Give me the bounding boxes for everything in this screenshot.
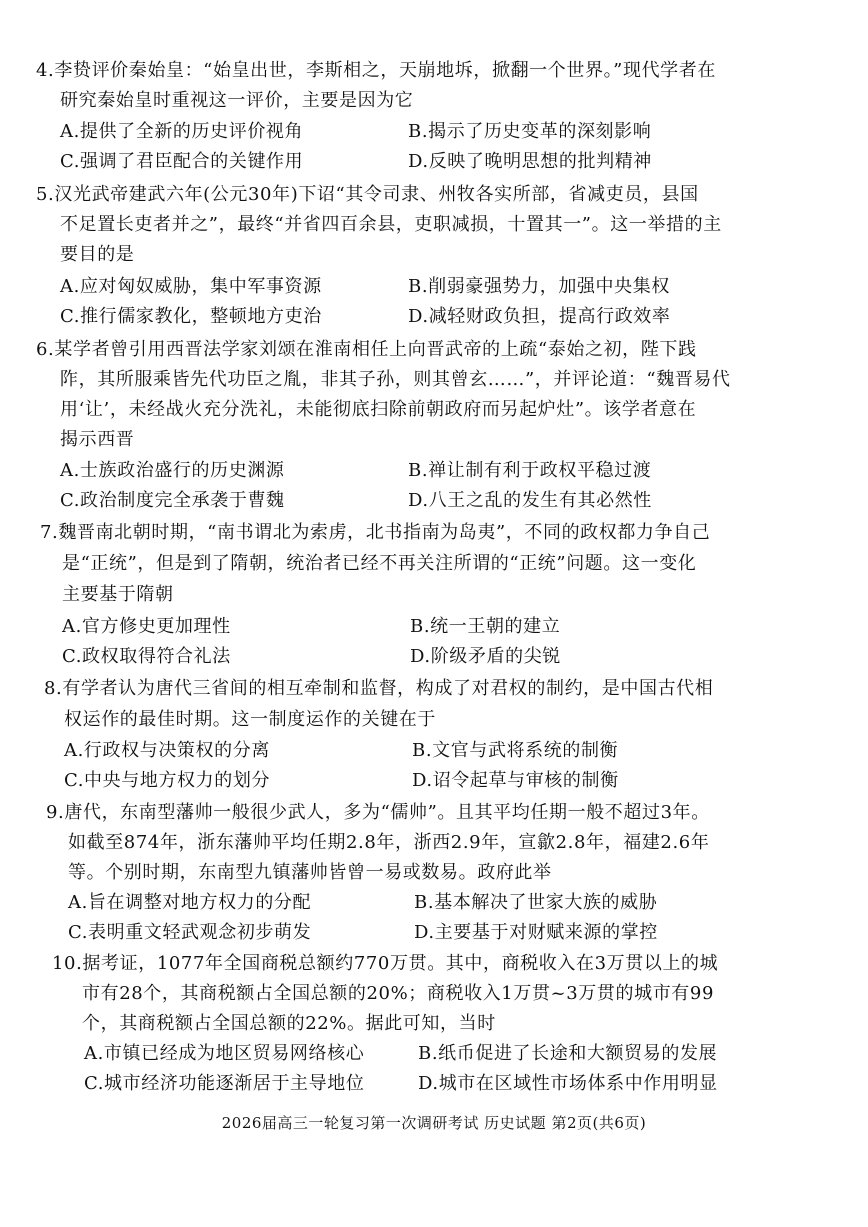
question-stem-line: 要目的是 — [60, 244, 135, 265]
question-stem-line: 5.汉光武帝建武六年(公元30年)下诏“其令司隶、州牧各实所部，省减吏员，县国 — [36, 184, 699, 205]
option-a[interactable]: A.应对匈奴威胁，集中军事资源 — [60, 276, 322, 297]
question-stem-line: 用‘让’，未经战火充分洗礼，未能彻底扫除前朝政府而另起炉灶”。该学者意在 — [60, 399, 697, 420]
question-stem-line: 7.魏晋南北朝时期，“南书谓北为索虏，北书指南为岛夷”，不同的政权都力争自己 — [40, 522, 711, 543]
option-d[interactable]: D.诏令起草与审核的制衡 — [412, 770, 619, 791]
option-a[interactable]: A.士族政治盛行的历史渊源 — [60, 460, 285, 481]
question-stem-line: 权运作的最佳时期。这一制度运作的关键在于 — [64, 709, 436, 730]
question-stem-line: 不足置长吏者并之”，最终“并省四百余县，吏职减损，十置其一”。这一举措的主 — [60, 214, 722, 235]
question-stem-line: 个，其商税额占全国总额的22%。据此可知，当时 — [82, 1013, 496, 1034]
option-c[interactable]: C.强调了君臣配合的关键作用 — [60, 151, 304, 172]
option-d[interactable]: D.城市在区域性市场体系中作用明显 — [418, 1073, 718, 1094]
option-a[interactable]: A.提供了全新的历史评价视角 — [60, 121, 304, 142]
question-stem-line: 主要基于隋朝 — [62, 584, 174, 605]
question-stem-line: 6.某学者曾引用西晋法学家刘颂在淮南相任上向晋武帝的上疏“泰始之初，陛下践 — [36, 339, 697, 360]
option-c[interactable]: C.中央与地方权力的划分 — [64, 770, 271, 791]
option-d[interactable]: D.阶级矛盾的尖锐 — [410, 646, 561, 667]
question-stem-line: 4.李贽评价秦始皇：“始皇出世，李斯相之，天崩地坼，掀翻一个世界。”现代学者在 — [36, 60, 716, 81]
page-footer: 2026届高三一轮复习第一次调研考试 历史试题 第2页(共6页) — [221, 1114, 647, 1132]
question-stem-line: 8.有学者认为唐代三省间的相互牵制和监督，构成了对君权的制约，是中国古代相 — [44, 678, 714, 699]
question-stem-line: 10.据考证，1077年全国商税总额约770万贯。其中，商税收入在3万贯以上的城 — [52, 953, 719, 974]
option-a[interactable]: A.行政权与决策权的分离 — [64, 740, 270, 761]
option-a[interactable]: A.旨在调整对地方权力的分配 — [68, 892, 312, 913]
option-b[interactable]: B.纸币促进了长途和大额贸易的发展 — [418, 1043, 718, 1064]
question-stem-line: 阼，其所服乘皆先代功臣之胤，非其子孙，则其曾玄……”，并评论道：“魏晋易代 — [60, 369, 731, 390]
option-c[interactable]: C.政权取得符合礼法 — [62, 646, 231, 667]
option-d[interactable]: D.反映了晚明思想的批判精神 — [408, 151, 652, 172]
option-b[interactable]: B.禅让制有利于政权平稳过渡 — [408, 460, 652, 481]
option-b[interactable]: B.基本解决了世家大族的威胁 — [414, 892, 658, 913]
option-b[interactable]: B.削弱豪强势力，加强中央集权 — [408, 276, 670, 297]
option-d[interactable]: D.减轻财政负担，提高行政效率 — [408, 306, 671, 327]
question-stem-line: 市有28个，其商税额占全国总额的20%；商税收入1万贯~3万贯的城市有99 — [82, 983, 714, 1004]
question-stem-line: 是“正统”，但是到了隋朝，统治者已经不再关注所谓的“正统”问题。这一变化 — [62, 553, 697, 574]
option-b[interactable]: B.文官与武将系统的制衡 — [412, 740, 619, 761]
question-stem-line: 等。个别时期，东南型九镇藩帅皆曾一易或数易。政府此举 — [68, 862, 552, 883]
question-stem-line: 9.唐代，东南型藩帅一般很少武人，多为“儒帅”。且其平均任期一般不超过3年。 — [46, 802, 710, 823]
option-d[interactable]: D.八王之乱的发生有其必然性 — [408, 490, 652, 511]
option-c[interactable]: C.城市经济功能逐渐居于主导地位 — [84, 1073, 365, 1094]
option-b[interactable]: B.统一王朝的建立 — [410, 616, 561, 637]
option-b[interactable]: B.揭示了历史变革的深刻影响 — [408, 121, 652, 142]
option-c[interactable]: C.推行儒家教化，整顿地方吏治 — [60, 306, 322, 327]
option-d[interactable]: D.主要基于对财赋来源的掌控 — [414, 922, 658, 943]
option-c[interactable]: C.表明重文轻武观念初步萌发 — [68, 922, 312, 943]
question-stem-line: 揭示西晋 — [60, 429, 135, 450]
question-stem-line: 如截至874年，浙东藩帅平均任期2.8年，浙西2.9年，宣歙2.8年，福建2.6年 — [68, 832, 710, 853]
option-c[interactable]: C.政治制度完全承袭于曹魏 — [60, 490, 285, 511]
option-a[interactable]: A.市镇已经成为地区贸易网络核心 — [84, 1043, 365, 1064]
option-a[interactable]: A.官方修史更加理性 — [62, 616, 231, 637]
question-stem-line: 研究秦始皇时重视这一评价，主要是因为它 — [60, 90, 414, 111]
